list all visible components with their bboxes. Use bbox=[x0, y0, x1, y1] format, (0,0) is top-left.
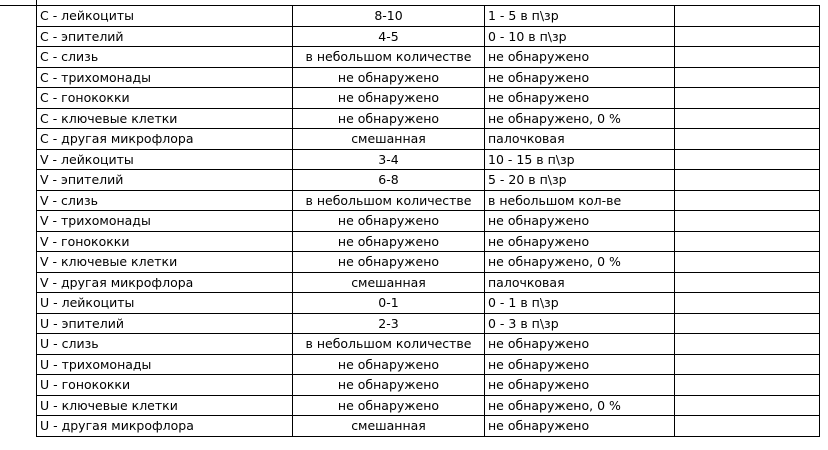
result-value: в небольшом количестве bbox=[293, 190, 485, 211]
reference-norm: не обнаружено bbox=[485, 47, 675, 68]
reference-norm: не обнаружено bbox=[485, 375, 675, 396]
reference-norm: 5 - 20 в п\зр bbox=[485, 170, 675, 191]
notes-cell bbox=[675, 313, 820, 334]
result-value: не обнаружено bbox=[293, 211, 485, 232]
indicator-name: V - гонококки bbox=[37, 231, 293, 252]
indicator-name: V - другая микрофлора bbox=[37, 272, 293, 293]
indicator-name: C - эпителий bbox=[37, 26, 293, 47]
table-row bbox=[37, 6, 820, 27]
table-row bbox=[37, 108, 820, 129]
notes-cell bbox=[675, 416, 820, 437]
indicator-name: V - ключевые клетки bbox=[37, 252, 293, 273]
reference-norm: 10 - 15 в п\зр bbox=[485, 149, 675, 170]
notes-cell bbox=[675, 354, 820, 375]
reference-norm: не обнаружено bbox=[485, 67, 675, 88]
indicator-name: C - другая микрофлора bbox=[37, 129, 293, 150]
result-value: 0-1 bbox=[293, 293, 485, 314]
indicator-name: V - слизь bbox=[37, 190, 293, 211]
table-header-stub bbox=[0, 0, 37, 6]
table-row bbox=[37, 293, 820, 314]
notes-cell bbox=[675, 108, 820, 129]
reference-norm: палочковая bbox=[485, 129, 675, 150]
result-value: в небольшом количестве bbox=[293, 47, 485, 68]
table-row bbox=[37, 47, 820, 68]
notes-cell bbox=[675, 231, 820, 252]
results-table bbox=[36, 5, 820, 437]
table-row bbox=[37, 252, 820, 273]
indicator-name: U - слизь bbox=[37, 334, 293, 355]
reference-norm: не обнаружено, 0 % bbox=[485, 108, 675, 129]
reference-norm: 0 - 1 в п\зр bbox=[485, 293, 675, 314]
table-row bbox=[37, 26, 820, 47]
notes-cell bbox=[675, 375, 820, 396]
table-row bbox=[37, 190, 820, 211]
reference-norm: не обнаружено bbox=[485, 88, 675, 109]
indicator-name: U - трихомонады bbox=[37, 354, 293, 375]
indicator-name: C - лейкоциты bbox=[37, 6, 293, 27]
notes-cell bbox=[675, 47, 820, 68]
result-value: не обнаружено bbox=[293, 252, 485, 273]
result-value: смешанная bbox=[293, 129, 485, 150]
table-row bbox=[37, 395, 820, 416]
notes-cell bbox=[675, 6, 820, 27]
table-row bbox=[37, 211, 820, 232]
notes-cell bbox=[675, 170, 820, 191]
result-value: не обнаружено bbox=[293, 231, 485, 252]
indicator-name: V - эпителий bbox=[37, 170, 293, 191]
indicator-name: C - ключевые клетки bbox=[37, 108, 293, 129]
reference-norm: не обнаружено, 0 % bbox=[485, 252, 675, 273]
reference-norm: в небольшом кол-ве bbox=[485, 190, 675, 211]
table-row bbox=[37, 149, 820, 170]
notes-cell bbox=[675, 26, 820, 47]
indicator-name: C - гонококки bbox=[37, 88, 293, 109]
notes-cell bbox=[675, 211, 820, 232]
notes-cell bbox=[675, 334, 820, 355]
indicator-name: U - другая микрофлора bbox=[37, 416, 293, 437]
reference-norm: не обнаружено bbox=[485, 231, 675, 252]
indicator-name: U - ключевые клетки bbox=[37, 395, 293, 416]
result-value: 4-5 bbox=[293, 26, 485, 47]
result-value: не обнаружено bbox=[293, 108, 485, 129]
table-row bbox=[37, 354, 820, 375]
reference-norm: не обнаружено bbox=[485, 416, 675, 437]
result-value: смешанная bbox=[293, 272, 485, 293]
notes-cell bbox=[675, 129, 820, 150]
result-value: не обнаружено bbox=[293, 375, 485, 396]
indicator-name: U - гонококки bbox=[37, 375, 293, 396]
reference-norm: 0 - 10 в п\зр bbox=[485, 26, 675, 47]
reference-norm: 0 - 3 в п\зр bbox=[485, 313, 675, 334]
result-value: 2-3 bbox=[293, 313, 485, 334]
notes-cell bbox=[675, 272, 820, 293]
reference-norm: палочковая bbox=[485, 272, 675, 293]
notes-cell bbox=[675, 88, 820, 109]
table-row bbox=[37, 313, 820, 334]
reference-norm: не обнаружено, 0 % bbox=[485, 395, 675, 416]
result-value: не обнаружено bbox=[293, 67, 485, 88]
indicator-name: C - трихомонады bbox=[37, 67, 293, 88]
reference-norm: 1 - 5 в п\зр bbox=[485, 6, 675, 27]
indicator-name: V - лейкоциты bbox=[37, 149, 293, 170]
results-table-body bbox=[37, 6, 820, 437]
table-row bbox=[37, 129, 820, 150]
reference-norm: не обнаружено bbox=[485, 334, 675, 355]
reference-norm: не обнаружено bbox=[485, 211, 675, 232]
notes-cell bbox=[675, 190, 820, 211]
table-row bbox=[37, 272, 820, 293]
table-row bbox=[37, 375, 820, 396]
table-row bbox=[37, 67, 820, 88]
result-value: 3-4 bbox=[293, 149, 485, 170]
table-row bbox=[37, 334, 820, 355]
indicator-name: U - эпителий bbox=[37, 313, 293, 334]
result-value: не обнаружено bbox=[293, 88, 485, 109]
table-row bbox=[37, 88, 820, 109]
indicator-name: C - слизь bbox=[37, 47, 293, 68]
result-value: 6-8 bbox=[293, 170, 485, 191]
table-row bbox=[37, 416, 820, 437]
notes-cell bbox=[675, 67, 820, 88]
indicator-name: V - трихомонады bbox=[37, 211, 293, 232]
notes-cell bbox=[675, 293, 820, 314]
notes-cell bbox=[675, 395, 820, 416]
result-value: смешанная bbox=[293, 416, 485, 437]
table-row bbox=[37, 170, 820, 191]
result-value: не обнаружено bbox=[293, 395, 485, 416]
table-row bbox=[37, 231, 820, 252]
result-value: не обнаружено bbox=[293, 354, 485, 375]
result-value: в небольшом количестве bbox=[293, 334, 485, 355]
indicator-name: U - лейкоциты bbox=[37, 293, 293, 314]
reference-norm: не обнаружено bbox=[485, 354, 675, 375]
notes-cell bbox=[675, 149, 820, 170]
result-value: 8-10 bbox=[293, 6, 485, 27]
notes-cell bbox=[675, 252, 820, 273]
